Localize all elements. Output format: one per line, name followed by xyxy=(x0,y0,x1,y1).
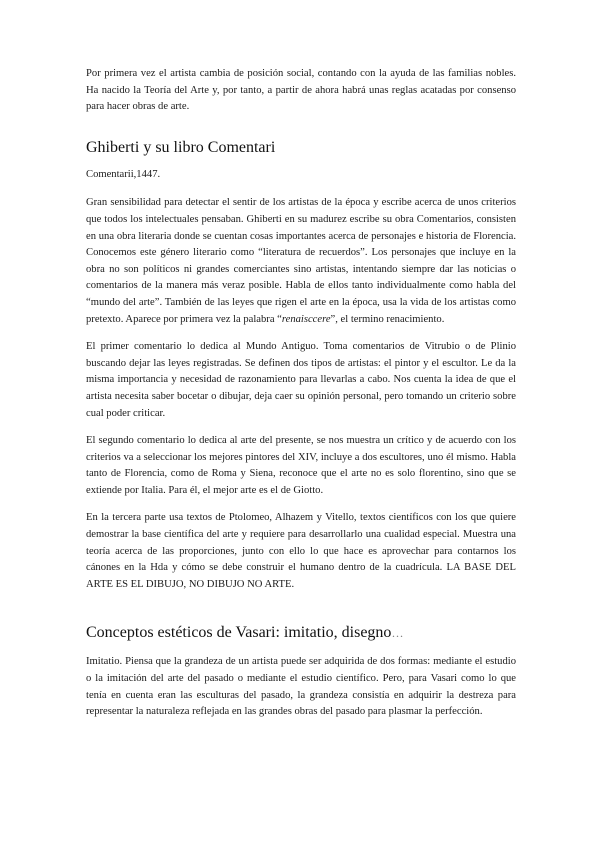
ghiberti-p1-text: Gran sensibilidad para detectar el sentir de los artistas de la época y escribe acerca de unos criterios que todos los intelectuales pensaban. Ghiberti en su madurez escribe su obra Comentarios, consisten en una obra literaria donde se cuentan cosas importantes acerca de personajes e historia de Florencia. Conocemos este género literario como “literatura de recuerdos”. Los personajes que incluye en la obra no son políticos ni grandes comerciantes sino artistas, intentando siempre dar las noticias o comentarios de la manera más veraz posible. Habla de ellos tanto individualmente como habla del “mundo del arte”. También de las leyes que rigen el arte en la época, usa la vida de los artistas como pretexto. Aparece por primera vez la palabra “ xyxy=(86,197,516,325)
ghiberti-paragraph-2: El primer comentario lo dedica al Mundo Antiguo. Toma comentarios de Vitrubio o de Plinio buscando dejar las leyes registradas. Se definen dos tipos de artistas: el pintor y el escultor. Le da la misma importancia y necesidad de razonamiento para llevarlas a cabo. Nos cuenta la idea de que el artista necesita saber bocetar o dibujar, deja caer su opinión personal, pero tomando un criterio sobre cual poder criticar. xyxy=(86,341,516,419)
vasari-paragraph-1: Imitatio. Piensa que la grandeza de un artista puede ser adquirida de dos formas: mediante el estudio o la imitación del arte del pasado o mediante el estudio científico. Pero, para Vasari como lo que tenía en cuenta eran las esculturas del pasado, la grandeza consistía en adquirir la destreza para representar la naturaleza reflejada en las grandes obras del pasado para plasmar la perfección. xyxy=(86,656,516,718)
ghiberti-paragraph-1 xyxy=(86,195,516,328)
document-page xyxy=(86,66,516,732)
ghiberti-heading: Ghiberti y su libro Comentari xyxy=(86,138,276,156)
intro-paragraph: Por primera vez el artista cambia de posición social, contando con la ayuda de las familias nobles. Ha nacido la Teoría del Arte y, por tanto, a partir de ahora habrá unas reglas acatadas por consenso para hacer obras de arte. xyxy=(86,68,516,113)
ghiberti-paragraph-4: En la tercera parte usa textos de Ptolomeo, Alhazem y Vitello, textos científicos con los que quiere demostrar la base científica del arte y requiere para desarrollarlo una cualidad especial. Muestra una teoría acerca de las proporciones, junto con ello lo que hace es aprovechar para contarnos los cánones en la Hda y cómo se debe construir el humano dentro de la cuadrícula. LA BASE DEL ARTE ES EL DIBUJO, NO DIBUJO NO ARTE. xyxy=(86,512,516,590)
renaisccere-term: renaisccere xyxy=(281,313,331,325)
comentarii-date: Comentarii,1447. xyxy=(86,168,161,180)
ghiberti-p1-tail: ”, el termino renacimiento. xyxy=(330,313,445,325)
vasari-heading-text: Conceptos estéticos de Vasari: imitatio, disegno xyxy=(86,624,392,642)
vasari-heading xyxy=(86,623,516,643)
vasari-heading-ellipsis: … xyxy=(391,626,404,641)
ghiberti-paragraph-3: El segundo comentario lo dedica al arte del presente, se nos muestra un crítico y de acuerdo con los criterios va a seleccionar los mejores pintores del XIV, incluye a dos escultores, uno él mismo. Habla tanto de Florencia, como de Roma y Siena, reconoce que el arte no es solo florentino, sino que se extiende por Italia. Para él, el mejor arte es el de Giotto. xyxy=(86,435,516,496)
